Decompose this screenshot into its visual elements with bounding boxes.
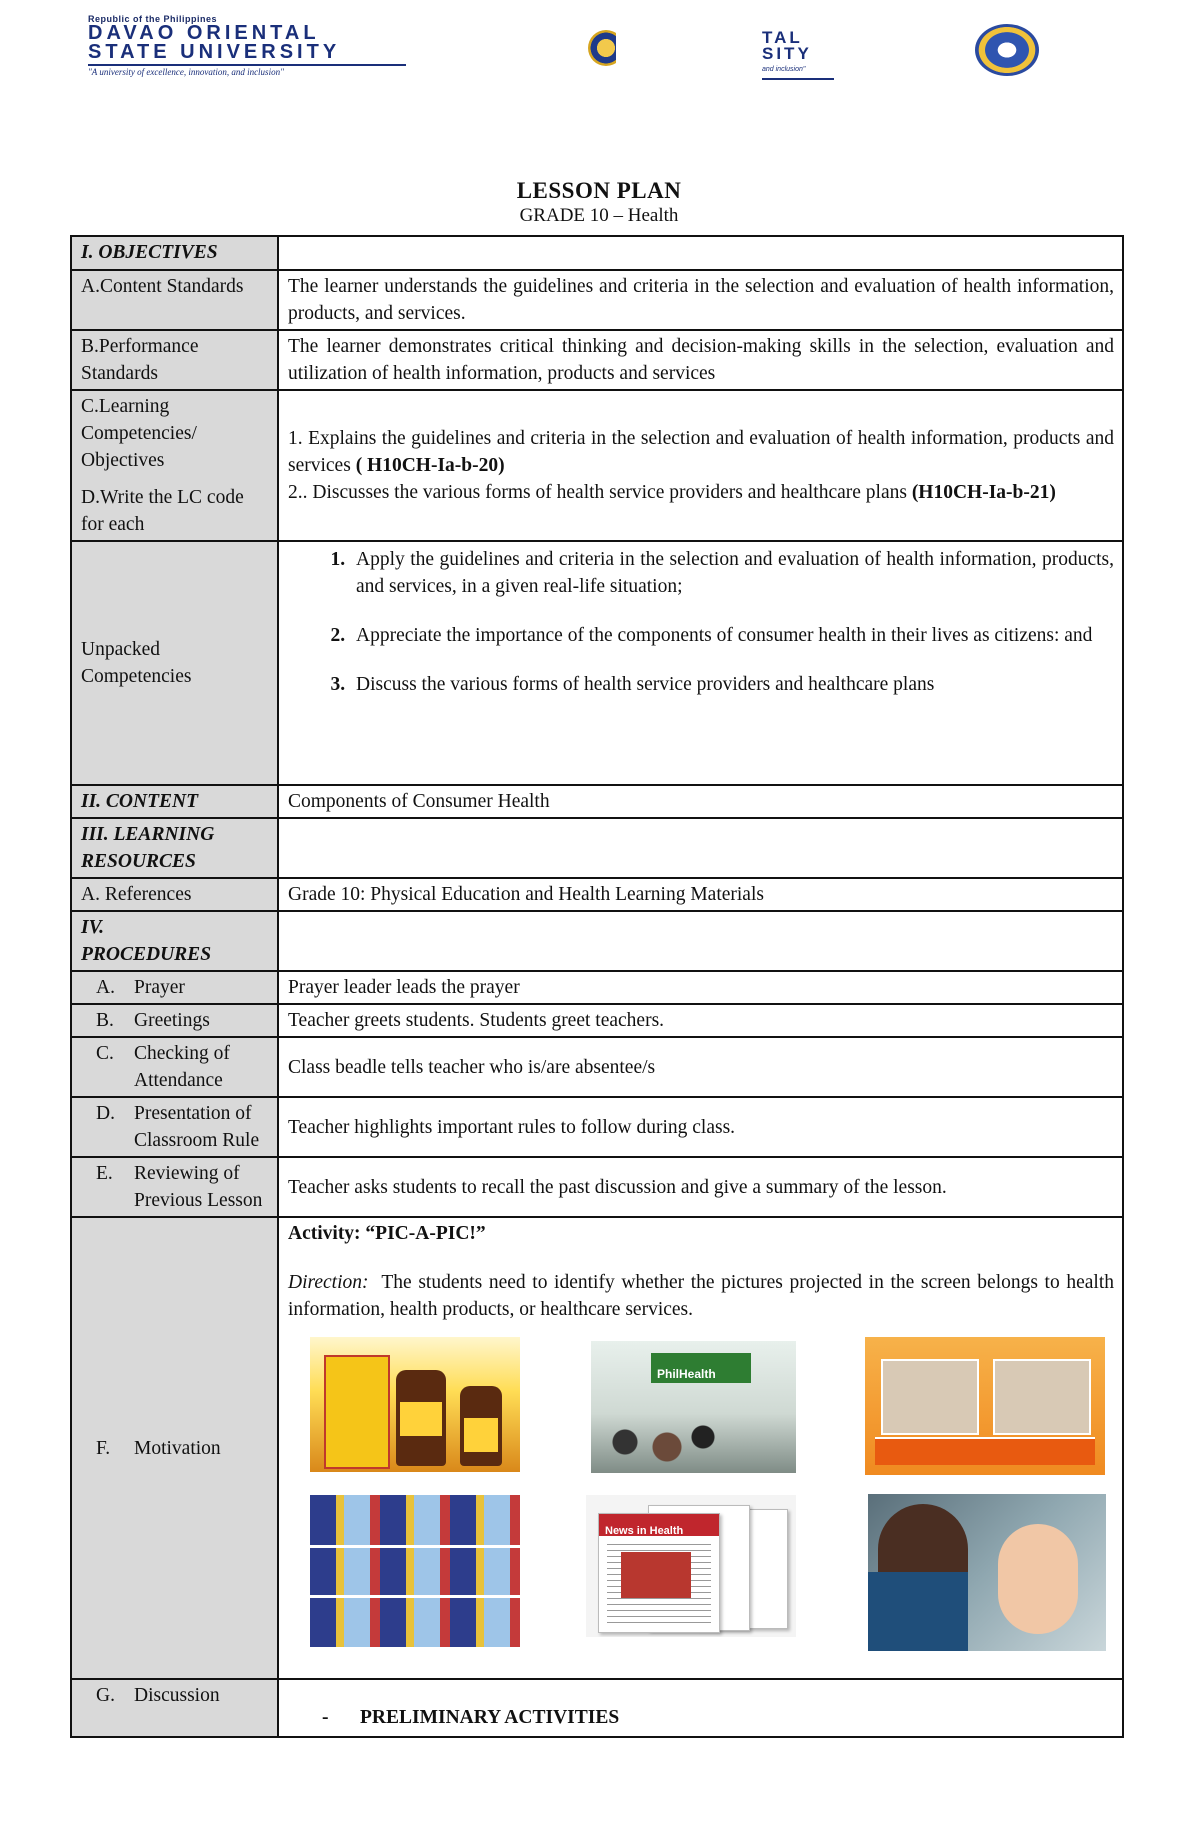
procedure-row-discussion — [71, 1679, 1123, 1737]
fragment-line2: SITY — [762, 44, 812, 63]
university-name-fragment — [762, 30, 834, 80]
references-value: Grade 10: Physical Education and Health Learning Materials — [278, 878, 1123, 911]
picture-tv-health-program — [865, 1337, 1105, 1475]
lc-item-1: 1. Explains the guidelines and criteria in the selection and evaluation of health information, products and services ( H10CH-Ia-b-20) — [288, 428, 1114, 476]
unpacked-item-1: 1. Apply the guidelines and criteria in the selection and evaluation of health information, products, and services, in a given real-life situation; — [350, 546, 1114, 600]
picture-grid — [288, 1337, 1114, 1667]
procedure-label-review: E. Reviewing of Previous Lesson — [71, 1157, 278, 1217]
picture-philhealth-office: PhilHealth — [591, 1341, 796, 1473]
procedure-label-attendance: C. Checking of Attendance — [71, 1037, 278, 1097]
activity-title: Activity: “PIC-A-PIC!” — [288, 1223, 486, 1244]
unpacked-item-3: 3. Discuss the various forms of health service providers and healthcare plans — [350, 671, 1114, 698]
procedure-label-greetings: B. Greetings — [71, 1004, 278, 1037]
references-label: A. References — [71, 878, 278, 911]
procedure-text-classroom-rule: Teacher highlights important rules to follow during class. — [278, 1097, 1123, 1157]
procedure-text-greetings: Teacher greets students. Students greet teachers. — [278, 1004, 1123, 1037]
motivation-content — [278, 1217, 1123, 1679]
performance-standards-text: The learner demonstrates critical thinking and decision-making skills in the selection, evaluation and utilization of health information, products and services — [278, 330, 1123, 390]
university-name-line2: STATE UNIVERSITY — [88, 41, 341, 63]
procedures-empty-cell — [278, 911, 1123, 971]
lc-code-2: (H10CH-Ia-b-21) — [911, 482, 1056, 503]
content-standards-label: A.Content Standards — [71, 270, 278, 330]
procedure-row-attendance — [71, 1037, 1123, 1097]
picture-nurse-vaccination — [868, 1494, 1106, 1651]
procedures-heading: IV. PROCEDURES — [71, 911, 278, 971]
lc-code-1: ( H10CH-Ia-b-20) — [355, 455, 505, 476]
unpacked-competencies-label: Unpacked Competencies — [71, 541, 278, 785]
procedure-label-prayer: A. Prayer — [71, 971, 278, 1004]
procedure-label-motivation: F. Motivation — [71, 1217, 278, 1679]
title-block — [70, 178, 1128, 227]
university-seal-icon — [975, 24, 1039, 76]
unpacked-competencies-list — [278, 541, 1123, 785]
performance-standards-label: B.Performance Standards — [71, 330, 278, 390]
unpacked-competencies-row — [71, 541, 1123, 785]
document-header — [0, 0, 1200, 110]
procedure-label-classroom-rule: D. Presentation of Classroom Rule — [71, 1097, 278, 1157]
republic-text: Republic of the Philippines — [88, 14, 218, 24]
preliminary-activities-heading: - PRELIMINARY ACTIVITIES — [322, 1707, 620, 1728]
procedures-heading-row — [71, 911, 1123, 971]
resources-empty-cell — [278, 818, 1123, 878]
lesson-plan-table — [70, 235, 1124, 1738]
resources-heading-row — [71, 818, 1123, 878]
content-row — [71, 785, 1123, 818]
references-row — [71, 878, 1123, 911]
lc-label-d: D.Write the LC code for each — [81, 487, 244, 535]
resources-heading: III. LEARNING RESOURCES — [71, 818, 278, 878]
procedure-text-review: Teacher asks students to recall the past discussion and give a summary of the lesson. — [278, 1157, 1123, 1217]
activity-direction — [288, 1269, 1114, 1323]
lc-label-c: C.Learning Competencies/ Objectives — [81, 396, 197, 471]
learning-competencies-row — [71, 390, 1123, 541]
university-tagline: "A university of excellence, innovation, and inclusion" — [88, 64, 406, 77]
procedure-row-greetings — [71, 1004, 1123, 1037]
picture-news-in-health: News in Health — [586, 1495, 796, 1637]
lc-item-2: 2.. Discusses the various forms of health service providers and healthcare plans (H10CH-Ia-b-21) — [288, 482, 1056, 503]
procedure-row-prayer — [71, 971, 1123, 1004]
procedure-text-prayer: Prayer leader leads the prayer — [278, 971, 1123, 1004]
procedure-row-review — [71, 1157, 1123, 1217]
learning-competencies-label — [71, 390, 278, 541]
content-value: Components of Consumer Health — [278, 785, 1123, 818]
fragment-tagline: and inclusion" — [762, 66, 806, 73]
procedure-label-discussion: G. Discussion — [71, 1679, 278, 1737]
fragment-line1: TAL — [762, 28, 803, 47]
discussion-content — [278, 1679, 1123, 1737]
direction-text: The students need to identify whether the pictures projected in the screen belongs to health information, health products, or healthcare services. — [288, 1272, 1114, 1320]
procedure-row-motivation — [71, 1217, 1123, 1679]
direction-label: Direction: — [288, 1272, 369, 1293]
unpacked-item-2: 2. Appreciate the importance of the components of consumer health in their lives as citizens: and — [350, 622, 1114, 649]
content-standards-row — [71, 270, 1123, 330]
university-name-line1: DAVAO ORIENTAL — [88, 22, 320, 44]
page-title: LESSON PLAN — [516, 178, 682, 203]
content-standards-text: The learner understands the guidelines and criteria in the selection and evaluation of health information, products, and services. — [278, 270, 1123, 330]
procedure-row-classroom-rule — [71, 1097, 1123, 1157]
objectives-empty-cell — [278, 236, 1123, 270]
page-subtitle: GRADE 10 – Health — [519, 205, 679, 226]
picture-milk-products — [310, 1495, 520, 1647]
performance-standards-row — [71, 330, 1123, 390]
content-heading: II. CONTENT — [71, 785, 278, 818]
seal-fragment-icon — [588, 30, 616, 66]
picture-medicine-bottles — [310, 1337, 520, 1472]
learning-competencies-text — [278, 390, 1123, 541]
procedure-text-attendance: Class beadle tells teacher who is/are absentee/s — [278, 1037, 1123, 1097]
university-logo — [88, 14, 418, 77]
objectives-heading: I. OBJECTIVES — [71, 236, 278, 270]
objectives-heading-row — [71, 236, 1123, 270]
